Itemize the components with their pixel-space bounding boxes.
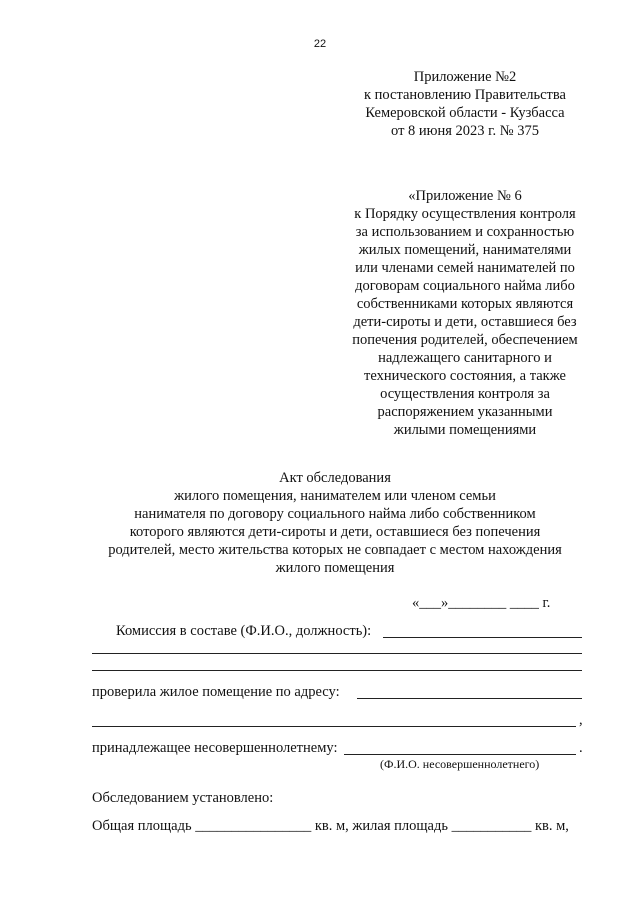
appendix-quote-line: дети-сироты и дети, оставшиеся без — [353, 314, 577, 330]
appendix-header-line: к постановлению Правительства — [364, 87, 566, 103]
appendix-quote-line: надлежащего санитарного и — [378, 350, 552, 366]
appendix-quote-line: жилых помещений, нанимателями — [358, 242, 572, 258]
appendix-quote-line: технического состояния, а также — [364, 368, 566, 384]
date-line: «___»________ ____ г. — [412, 595, 551, 611]
address-label: проверила жилое помещение по адресу: — [92, 684, 340, 700]
commission-label: Комиссия в составе (Ф.И.О., должность): — [116, 623, 372, 639]
act-title-line: жилого помещения, нанимателем или членом семьи — [174, 488, 496, 504]
appendix-quote-line: за использованием и сохранностью — [355, 224, 575, 240]
owner-label: принадлежащее несовершеннолетнему: — [92, 740, 338, 756]
appendix-quote-line: собственниками которых являются — [356, 296, 574, 312]
appendix-quote-line: жилыми помещениями — [393, 422, 537, 438]
address-end-mark: , — [579, 712, 583, 728]
commission-field[interactable] — [383, 637, 582, 638]
appendix-quote-line: договорам социального найма либо — [355, 278, 575, 294]
appendix-quote-line: к Порядку осуществления контроля — [354, 206, 576, 222]
appendix-header-line: Кемеровской области - Кузбасса — [365, 105, 565, 121]
page-number: 22 — [313, 38, 327, 50]
commission-field-line-3[interactable] — [92, 670, 582, 671]
act-title-line: Акт обследования — [279, 470, 391, 486]
appendix-quote-line: или членами семей нанимателей по — [355, 260, 575, 276]
appendix-quote-line: осуществления контроля за — [380, 386, 550, 402]
appendix-header-line: от 8 июня 2023 г. № 375 — [391, 123, 539, 139]
area-line: Общая площадь ________________ кв. м, жилая площадь ___________ кв. м, — [92, 818, 569, 834]
address-field-line-2[interactable] — [92, 726, 576, 727]
address-field[interactable] — [357, 698, 582, 699]
act-title-line: которого являются дети-сироты и дети, оставшиеся без попечения — [129, 524, 541, 540]
appendix-header — [330, 68, 600, 140]
appendix-quote-line: распоряжением указанными — [377, 404, 553, 420]
appendix-quote — [330, 187, 600, 439]
appendix-quote-line: попечения родителей, обеспечением — [352, 332, 578, 348]
appendix-quote-line: «Приложение № 6 — [408, 188, 522, 204]
owner-end-mark: . — [579, 740, 583, 756]
act-title-line: жилого помещения — [275, 560, 395, 576]
owner-caption: (Ф.И.О. несовершеннолетнего) — [380, 757, 540, 771]
owner-field[interactable] — [344, 754, 576, 755]
act-title-line: нанимателя по договору социального найма либо собственником — [134, 506, 536, 522]
established-label: Обследованием установлено: — [92, 790, 274, 806]
commission-field-line-2[interactable] — [92, 653, 582, 654]
act-title — [80, 469, 590, 577]
act-title-line: родителей, место жительства которых не совпадает с местом нахождения — [108, 542, 562, 558]
appendix-header-line: Приложение №2 — [413, 69, 517, 85]
